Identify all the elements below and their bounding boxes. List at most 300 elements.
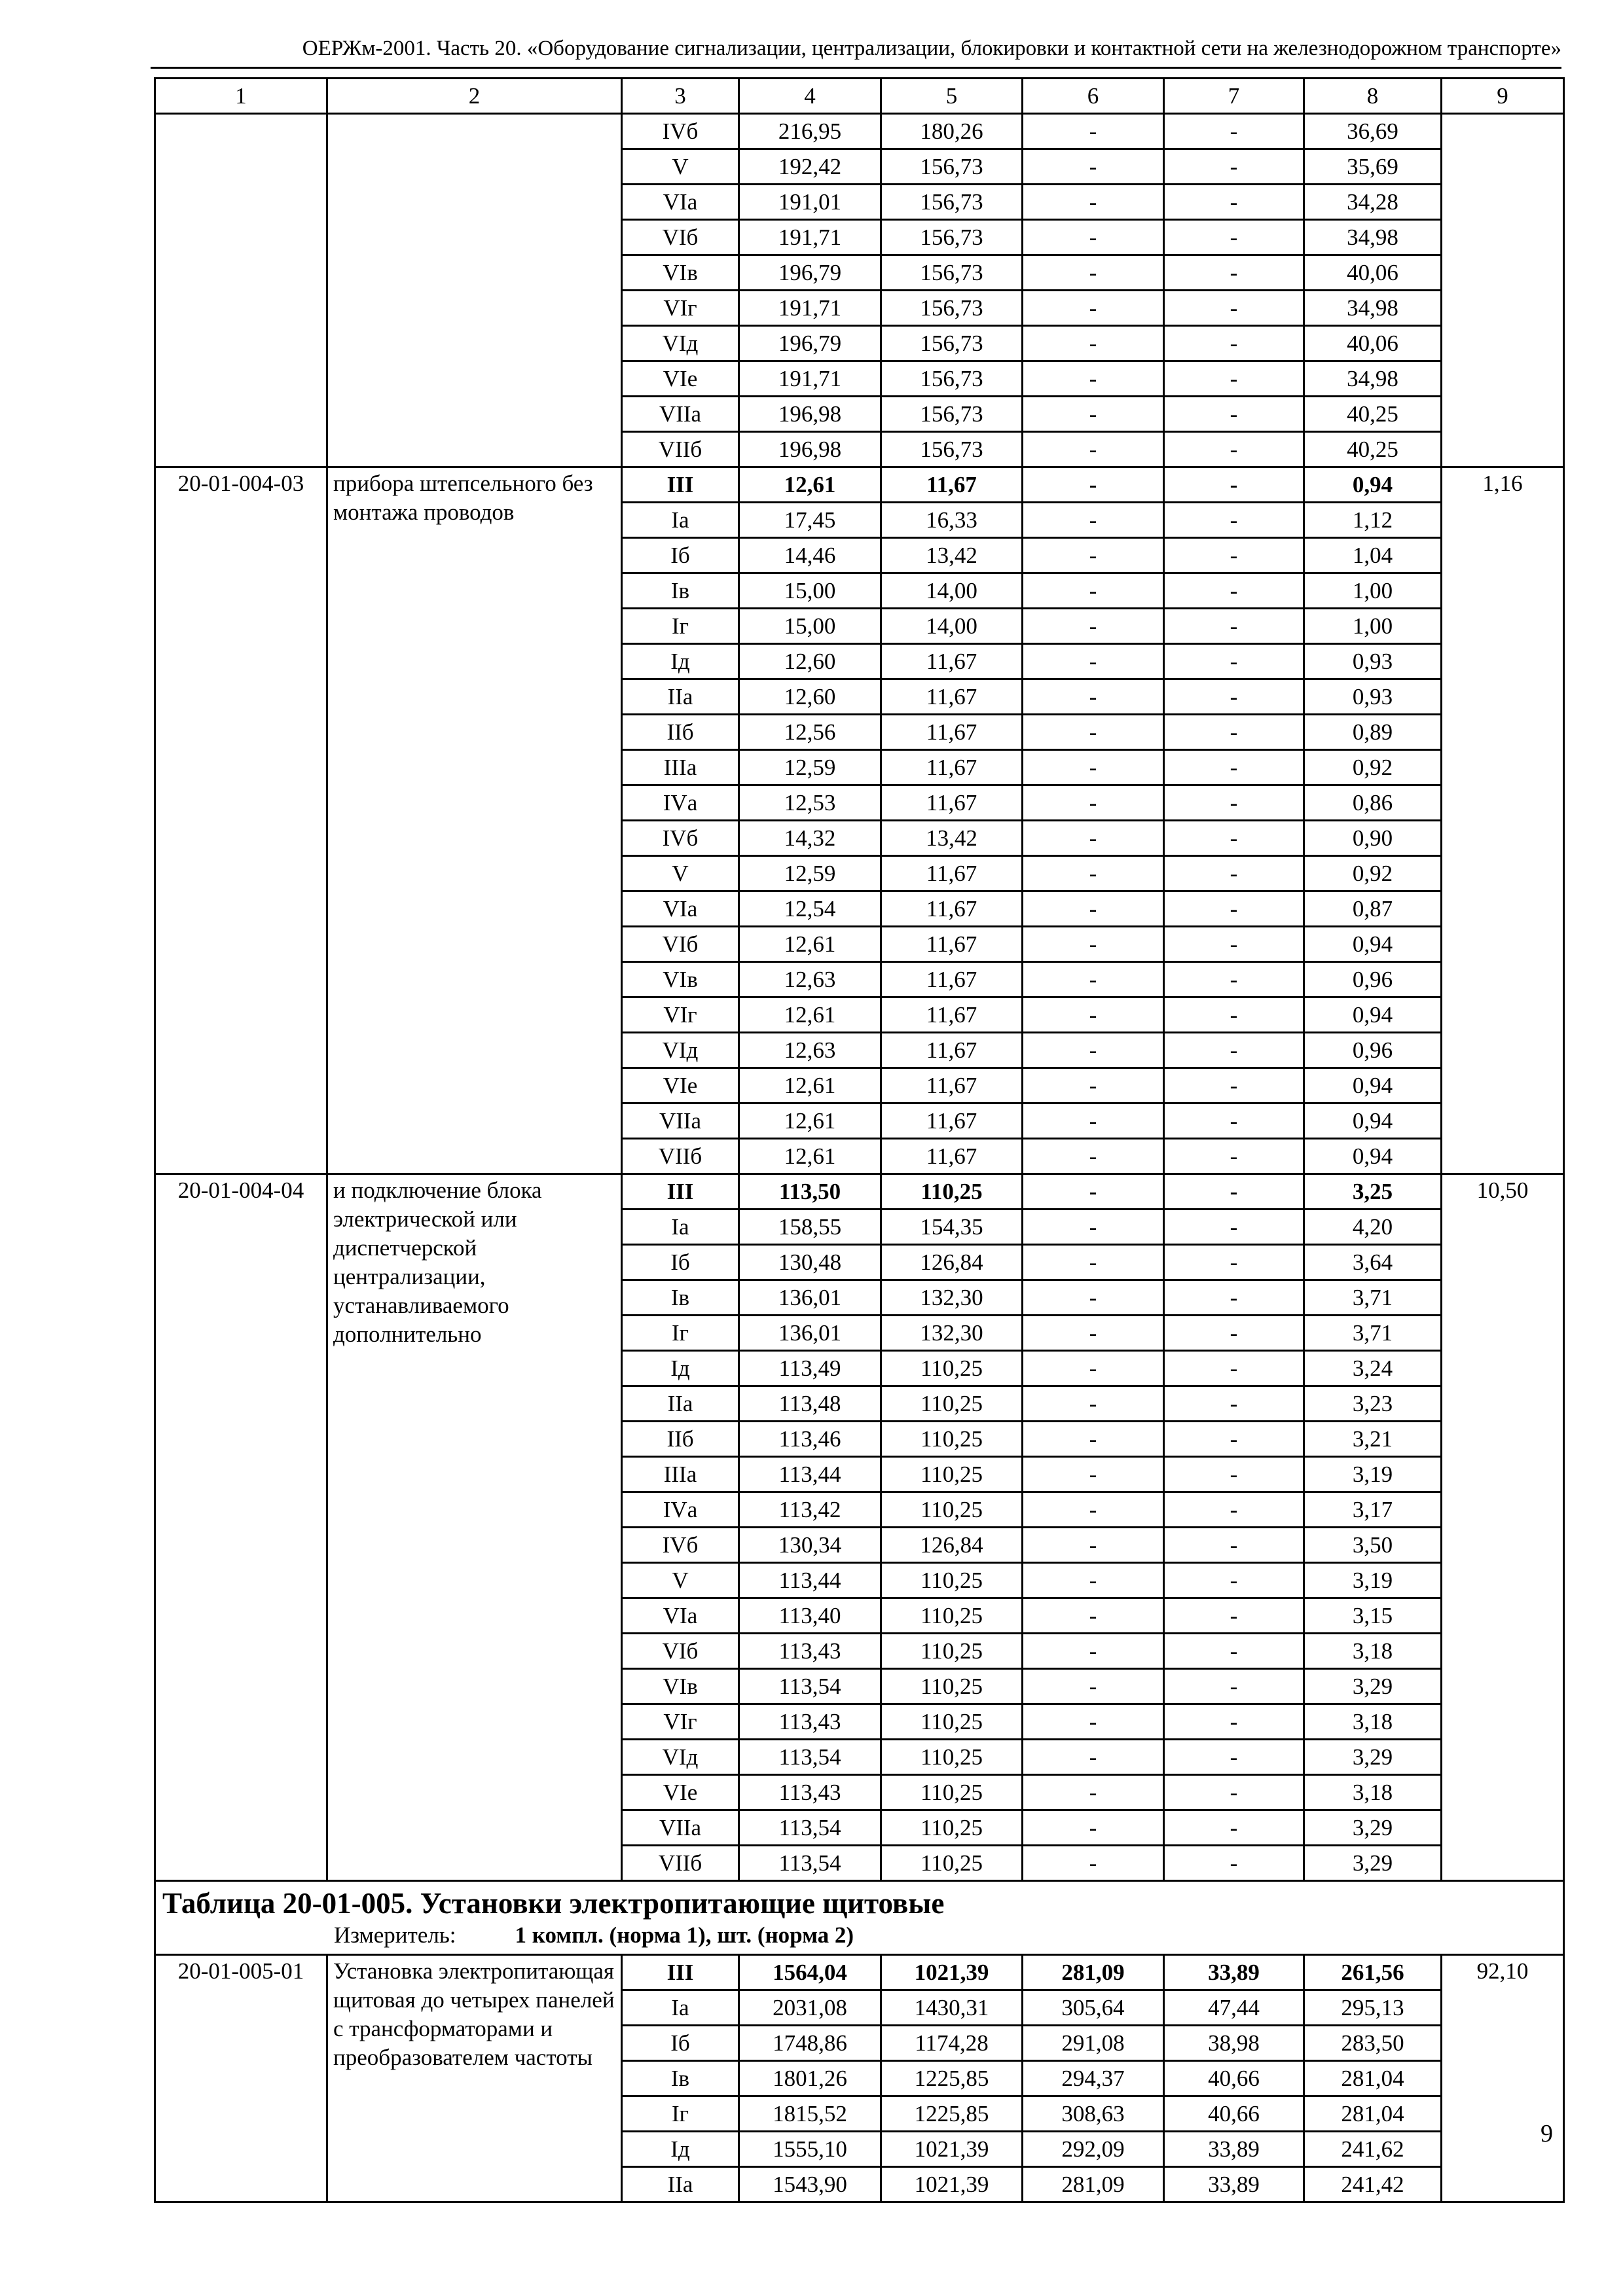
machines-cell: - — [1023, 609, 1164, 644]
machines-cell: - — [1023, 397, 1164, 432]
machines-cell: - — [1023, 1103, 1164, 1139]
wages-cell: 132,30 — [881, 1280, 1023, 1316]
machines-cell: - — [1023, 255, 1164, 291]
machines-cell: - — [1023, 1280, 1164, 1316]
condition-cell: Iд — [622, 2132, 739, 2167]
machines-cell: - — [1023, 1528, 1164, 1563]
wages-cell: 110,25 — [881, 1598, 1023, 1634]
operators-wages-cell: - — [1164, 255, 1304, 291]
condition-cell: VIб — [622, 220, 739, 255]
wages-cell: 126,84 — [881, 1245, 1023, 1280]
wages-cell: 11,67 — [881, 856, 1023, 891]
machines-cell: - — [1023, 1422, 1164, 1457]
materials-cell: 40,06 — [1304, 326, 1442, 361]
operators-wages-cell: - — [1164, 1846, 1304, 1881]
wages-cell: 11,67 — [881, 1068, 1023, 1103]
operators-wages-cell: 47,44 — [1164, 1990, 1304, 2026]
operators-wages-cell: 38,98 — [1164, 2026, 1304, 2061]
wages-cell: 156,73 — [881, 220, 1023, 255]
wages-cell: 1225,85 — [881, 2061, 1023, 2096]
materials-cell: 261,56 — [1304, 1955, 1442, 1990]
machines-cell: - — [1023, 891, 1164, 927]
operators-wages-cell: - — [1164, 326, 1304, 361]
operators-wages-cell: - — [1164, 1704, 1304, 1740]
column-number: 7 — [1164, 79, 1304, 114]
total-cost-cell: 158,55 — [739, 1210, 881, 1245]
condition-cell: IVб — [622, 114, 739, 149]
materials-cell: 3,29 — [1304, 1669, 1442, 1704]
machines-cell: - — [1023, 573, 1164, 609]
total-cost-cell: 196,79 — [739, 326, 881, 361]
condition-cell: VIIа — [622, 1810, 739, 1846]
machines-cell: 292,09 — [1023, 2132, 1164, 2167]
condition-cell: Iб — [622, 538, 739, 573]
operators-wages-cell: - — [1164, 821, 1304, 856]
rate-code-cell: 20-01-004-03 — [155, 467, 327, 1174]
materials-cell: 0,94 — [1304, 1103, 1442, 1139]
operators-wages-cell: - — [1164, 609, 1304, 644]
materials-cell: 40,06 — [1304, 255, 1442, 291]
total-cost-cell: 12,61 — [739, 1103, 881, 1139]
operators-wages-cell: - — [1164, 785, 1304, 821]
machines-cell: - — [1023, 1457, 1164, 1492]
total-cost-cell: 113,49 — [739, 1351, 881, 1386]
machines-cell: - — [1023, 1139, 1164, 1174]
machines-cell: - — [1023, 1563, 1164, 1598]
condition-cell: IVб — [622, 1528, 739, 1563]
machines-cell: - — [1023, 750, 1164, 785]
materials-cell: 3,17 — [1304, 1492, 1442, 1528]
total-cost-cell: 191,01 — [739, 185, 881, 220]
operators-wages-cell: - — [1164, 1740, 1304, 1775]
operators-wages-cell: - — [1164, 467, 1304, 503]
materials-cell: 281,04 — [1304, 2061, 1442, 2096]
machines-cell: - — [1023, 927, 1164, 962]
operators-wages-cell: - — [1164, 1563, 1304, 1598]
rate-name-cell — [327, 114, 622, 467]
measure-label: Измеритель: — [334, 1922, 456, 1948]
machines-cell: - — [1023, 1810, 1164, 1846]
materials-cell: 0,96 — [1304, 1033, 1442, 1068]
total-cost-cell: 12,61 — [739, 997, 881, 1033]
column-number: 8 — [1304, 79, 1442, 114]
machines-cell: - — [1023, 821, 1164, 856]
total-cost-cell: 113,43 — [739, 1634, 881, 1669]
total-cost-cell: 113,44 — [739, 1457, 881, 1492]
machines-cell: - — [1023, 1068, 1164, 1103]
condition-cell: IVб — [622, 821, 739, 856]
wages-cell: 110,25 — [881, 1775, 1023, 1810]
wages-cell: 1021,39 — [881, 2167, 1023, 2202]
operators-wages-cell: - — [1164, 679, 1304, 715]
wages-cell: 1021,39 — [881, 2132, 1023, 2167]
column-number: 4 — [739, 79, 881, 114]
total-cost-cell: 12,63 — [739, 962, 881, 997]
table-title-row — [155, 1881, 1564, 1922]
wages-cell: 156,73 — [881, 291, 1023, 326]
condition-cell: VIе — [622, 1068, 739, 1103]
wages-cell: 156,73 — [881, 149, 1023, 185]
materials-cell: 40,25 — [1304, 432, 1442, 467]
rate-code-cell: 20-01-005-01 — [155, 1955, 327, 2202]
wages-cell: 11,67 — [881, 1139, 1023, 1174]
table-row — [155, 1174, 1564, 1210]
operators-wages-cell: 33,89 — [1164, 2167, 1304, 2202]
machines-cell: - — [1023, 715, 1164, 750]
operators-wages-cell: - — [1164, 1033, 1304, 1068]
condition-cell: VIIб — [622, 1846, 739, 1881]
condition-cell: VIв — [622, 255, 739, 291]
operators-wages-cell: - — [1164, 503, 1304, 538]
rate-name-cell: Установка электропитающая щитовая до четырех панелей с трансформаторами и преобразователем частоты — [327, 1955, 622, 2202]
operators-wages-cell: - — [1164, 1245, 1304, 1280]
operators-wages-cell: - — [1164, 361, 1304, 397]
total-cost-cell: 12,53 — [739, 785, 881, 821]
condition-cell: Iб — [622, 2026, 739, 2061]
total-cost-cell: 130,48 — [739, 1245, 881, 1280]
condition-cell: VIд — [622, 1033, 739, 1068]
materials-cell: 0,90 — [1304, 821, 1442, 856]
total-cost-cell: 196,98 — [739, 397, 881, 432]
wages-cell: 11,67 — [881, 467, 1023, 503]
total-cost-cell: 1543,90 — [739, 2167, 881, 2202]
wages-cell: 156,73 — [881, 185, 1023, 220]
operators-wages-cell: - — [1164, 962, 1304, 997]
operators-wages-cell: - — [1164, 573, 1304, 609]
machines-cell: - — [1023, 997, 1164, 1033]
operators-wages-cell: - — [1164, 1634, 1304, 1669]
machines-cell: - — [1023, 1492, 1164, 1528]
materials-cell: 295,13 — [1304, 1990, 1442, 2026]
table-title: Таблица 20-01-005. Установки электропитающие щитовые — [155, 1881, 1564, 1922]
machines-cell: - — [1023, 1846, 1164, 1881]
materials-cell: 3,71 — [1304, 1316, 1442, 1351]
materials-cell: 0,92 — [1304, 750, 1442, 785]
wages-cell: 1174,28 — [881, 2026, 1023, 2061]
total-cost-cell: 12,61 — [739, 1139, 881, 1174]
wages-cell: 110,25 — [881, 1351, 1023, 1386]
total-cost-cell: 113,54 — [739, 1669, 881, 1704]
wages-cell: 14,00 — [881, 573, 1023, 609]
labor-cost-cell — [1442, 114, 1564, 467]
machines-cell: - — [1023, 856, 1164, 891]
operators-wages-cell: - — [1164, 1068, 1304, 1103]
measure-cell — [155, 1921, 1564, 1955]
condition-cell: VIе — [622, 1775, 739, 1810]
rate-code-cell: 20-01-004-04 — [155, 1174, 327, 1881]
total-cost-cell: 1801,26 — [739, 2061, 881, 2096]
condition-cell: Iд — [622, 1351, 739, 1386]
condition-cell: Iв — [622, 1280, 739, 1316]
table-row — [155, 1955, 1564, 1990]
total-cost-cell: 113,48 — [739, 1386, 881, 1422]
running-header: ОЕРЖм-2001. Часть 20. «Оборудование сигнализации, централизации, блокировки и контактной сети на железнодорожном транспорте» — [151, 30, 1561, 69]
condition-cell: IIа — [622, 1386, 739, 1422]
operators-wages-cell: - — [1164, 114, 1304, 149]
wages-cell: 132,30 — [881, 1316, 1023, 1351]
materials-cell: 3,19 — [1304, 1563, 1442, 1598]
machines-cell: 294,37 — [1023, 2061, 1164, 2096]
condition-cell: IIа — [622, 679, 739, 715]
total-cost-cell: 12,60 — [739, 679, 881, 715]
total-cost-cell: 136,01 — [739, 1316, 881, 1351]
column-number-row — [155, 79, 1564, 114]
materials-cell: 0,92 — [1304, 856, 1442, 891]
materials-cell: 1,12 — [1304, 503, 1442, 538]
rate-code-cell — [155, 114, 327, 467]
total-cost-cell: 113,54 — [739, 1740, 881, 1775]
total-cost-cell: 12,56 — [739, 715, 881, 750]
wages-cell: 1225,85 — [881, 2096, 1023, 2132]
wages-cell: 11,67 — [881, 927, 1023, 962]
condition-cell: VIIб — [622, 1139, 739, 1174]
total-cost-cell: 15,00 — [739, 609, 881, 644]
total-cost-cell: 196,98 — [739, 432, 881, 467]
condition-cell: VIа — [622, 1598, 739, 1634]
machines-cell: - — [1023, 1598, 1164, 1634]
operators-wages-cell: - — [1164, 891, 1304, 927]
materials-cell: 1,00 — [1304, 609, 1442, 644]
wages-cell: 154,35 — [881, 1210, 1023, 1245]
materials-cell: 0,94 — [1304, 927, 1442, 962]
total-cost-cell: 12,59 — [739, 856, 881, 891]
wages-cell: 110,25 — [881, 1634, 1023, 1669]
materials-cell: 241,42 — [1304, 2167, 1442, 2202]
materials-cell: 283,50 — [1304, 2026, 1442, 2061]
table-row — [155, 467, 1564, 503]
operators-wages-cell: - — [1164, 1810, 1304, 1846]
table-body — [155, 79, 1564, 2202]
total-cost-cell: 113,54 — [739, 1810, 881, 1846]
condition-cell: VIг — [622, 997, 739, 1033]
machines-cell: - — [1023, 785, 1164, 821]
machines-cell: - — [1023, 467, 1164, 503]
operators-wages-cell: - — [1164, 1351, 1304, 1386]
condition-cell: Iв — [622, 573, 739, 609]
materials-cell: 0,94 — [1304, 467, 1442, 503]
condition-cell: Iв — [622, 2061, 739, 2096]
condition-cell: IVа — [622, 1492, 739, 1528]
wages-cell: 110,25 — [881, 1669, 1023, 1704]
total-cost-cell: 1564,04 — [739, 1955, 881, 1990]
wages-cell: 11,67 — [881, 679, 1023, 715]
condition-cell: VIб — [622, 927, 739, 962]
total-cost-cell: 113,42 — [739, 1492, 881, 1528]
wages-cell: 11,67 — [881, 785, 1023, 821]
wages-cell: 126,84 — [881, 1528, 1023, 1563]
operators-wages-cell: - — [1164, 997, 1304, 1033]
materials-cell: 3,21 — [1304, 1422, 1442, 1457]
total-cost-cell: 191,71 — [739, 291, 881, 326]
machines-cell: 291,08 — [1023, 2026, 1164, 2061]
condition-cell: IIб — [622, 1422, 739, 1457]
total-cost-cell: 12,61 — [739, 927, 881, 962]
materials-cell: 0,93 — [1304, 644, 1442, 679]
materials-cell: 3,18 — [1304, 1704, 1442, 1740]
materials-cell: 1,00 — [1304, 573, 1442, 609]
wages-cell: 156,73 — [881, 432, 1023, 467]
materials-cell: 3,23 — [1304, 1386, 1442, 1422]
condition-cell: IIа — [622, 2167, 739, 2202]
machines-cell: - — [1023, 149, 1164, 185]
materials-cell: 3,24 — [1304, 1351, 1442, 1386]
wages-cell: 110,25 — [881, 1492, 1023, 1528]
total-cost-cell: 17,45 — [739, 503, 881, 538]
wages-cell: 110,25 — [881, 1740, 1023, 1775]
total-cost-cell: 113,46 — [739, 1422, 881, 1457]
operators-wages-cell: - — [1164, 1139, 1304, 1174]
materials-cell: 35,69 — [1304, 149, 1442, 185]
wages-cell: 1430,31 — [881, 1990, 1023, 2026]
machines-cell: - — [1023, 361, 1164, 397]
condition-cell: Iг — [622, 1316, 739, 1351]
operators-wages-cell: - — [1164, 1316, 1304, 1351]
operators-wages-cell: - — [1164, 1492, 1304, 1528]
wages-cell: 13,42 — [881, 821, 1023, 856]
machines-cell: 305,64 — [1023, 1990, 1164, 2026]
materials-cell: 0,94 — [1304, 1068, 1442, 1103]
condition-cell: Iб — [622, 1245, 739, 1280]
materials-cell: 1,04 — [1304, 538, 1442, 573]
column-number: 2 — [327, 79, 622, 114]
materials-cell: 3,18 — [1304, 1775, 1442, 1810]
wages-cell: 110,25 — [881, 1810, 1023, 1846]
condition-cell: Iг — [622, 609, 739, 644]
materials-cell: 36,69 — [1304, 114, 1442, 149]
operators-wages-cell: - — [1164, 644, 1304, 679]
materials-cell: 241,62 — [1304, 2132, 1442, 2167]
operators-wages-cell: - — [1164, 397, 1304, 432]
machines-cell: - — [1023, 1210, 1164, 1245]
total-cost-cell: 191,71 — [739, 361, 881, 397]
wages-cell: 11,67 — [881, 962, 1023, 997]
measure-value: 1 компл. (норма 1), шт. (норма 2) — [515, 1922, 854, 1948]
condition-cell: V — [622, 856, 739, 891]
materials-cell: 3,29 — [1304, 1740, 1442, 1775]
condition-cell: Iд — [622, 644, 739, 679]
condition-cell: IVа — [622, 785, 739, 821]
wages-cell: 110,25 — [881, 1704, 1023, 1740]
machines-cell: - — [1023, 503, 1164, 538]
wages-cell: 16,33 — [881, 503, 1023, 538]
column-number: 6 — [1023, 79, 1164, 114]
condition-cell: V — [622, 149, 739, 185]
materials-cell: 3,19 — [1304, 1457, 1442, 1492]
total-cost-cell: 12,63 — [739, 1033, 881, 1068]
operators-wages-cell: - — [1164, 1103, 1304, 1139]
wages-cell: 11,67 — [881, 997, 1023, 1033]
operators-wages-cell: - — [1164, 432, 1304, 467]
condition-cell: Iа — [622, 503, 739, 538]
condition-cell: VIв — [622, 962, 739, 997]
operators-wages-cell: - — [1164, 856, 1304, 891]
total-cost-cell: 113,43 — [739, 1704, 881, 1740]
machines-cell: - — [1023, 1033, 1164, 1068]
condition-cell: VIа — [622, 891, 739, 927]
operators-wages-cell: - — [1164, 750, 1304, 785]
wages-cell: 110,25 — [881, 1457, 1023, 1492]
wages-cell: 180,26 — [881, 114, 1023, 149]
total-cost-cell: 15,00 — [739, 573, 881, 609]
materials-cell: 0,94 — [1304, 1139, 1442, 1174]
wages-cell: 11,67 — [881, 891, 1023, 927]
materials-cell: 34,98 — [1304, 220, 1442, 255]
materials-cell: 40,25 — [1304, 397, 1442, 432]
total-cost-cell: 196,79 — [739, 255, 881, 291]
materials-cell: 3,25 — [1304, 1174, 1442, 1210]
condition-cell: VIIа — [622, 1103, 739, 1139]
operators-wages-cell: 33,89 — [1164, 2132, 1304, 2167]
column-number: 3 — [622, 79, 739, 114]
wages-cell: 110,25 — [881, 1846, 1023, 1881]
machines-cell: - — [1023, 1386, 1164, 1422]
materials-cell: 3,18 — [1304, 1634, 1442, 1669]
condition-cell: VIб — [622, 1634, 739, 1669]
condition-cell: IIб — [622, 715, 739, 750]
machines-cell: - — [1023, 679, 1164, 715]
machines-cell: - — [1023, 1634, 1164, 1669]
rate-name-cell: и подключение блока электрической или диспетчерской централизации, устанавливаемого дополнительно — [327, 1174, 622, 1881]
column-number: 5 — [881, 79, 1023, 114]
machines-cell: - — [1023, 1316, 1164, 1351]
operators-wages-cell: - — [1164, 1669, 1304, 1704]
total-cost-cell: 12,61 — [739, 467, 881, 503]
machines-cell: - — [1023, 326, 1164, 361]
condition-cell: Iг — [622, 2096, 739, 2132]
condition-cell: Iа — [622, 1990, 739, 2026]
operators-wages-cell: - — [1164, 220, 1304, 255]
wages-cell: 110,25 — [881, 1174, 1023, 1210]
total-cost-cell: 216,95 — [739, 114, 881, 149]
total-cost-cell: 14,46 — [739, 538, 881, 573]
total-cost-cell: 113,40 — [739, 1598, 881, 1634]
total-cost-cell: 113,50 — [739, 1174, 881, 1210]
wages-cell: 11,67 — [881, 750, 1023, 785]
condition-cell: IIIа — [622, 750, 739, 785]
operators-wages-cell: - — [1164, 715, 1304, 750]
measure-row — [155, 1921, 1564, 1955]
operators-wages-cell: 33,89 — [1164, 1955, 1304, 1990]
operators-wages-cell: - — [1164, 1174, 1304, 1210]
materials-cell: 34,98 — [1304, 361, 1442, 397]
operators-wages-cell: - — [1164, 1457, 1304, 1492]
materials-cell: 3,29 — [1304, 1846, 1442, 1881]
materials-cell: 3,71 — [1304, 1280, 1442, 1316]
materials-cell: 0,87 — [1304, 891, 1442, 927]
column-number: 1 — [155, 79, 327, 114]
condition-cell: III — [622, 1174, 739, 1210]
condition-cell: V — [622, 1563, 739, 1598]
machines-cell: - — [1023, 220, 1164, 255]
operators-wages-cell: - — [1164, 149, 1304, 185]
operators-wages-cell: - — [1164, 1386, 1304, 1422]
machines-cell: - — [1023, 1669, 1164, 1704]
machines-cell: 281,09 — [1023, 1955, 1164, 1990]
column-number: 9 — [1442, 79, 1564, 114]
total-cost-cell: 12,61 — [739, 1068, 881, 1103]
machines-cell: - — [1023, 185, 1164, 220]
condition-cell: VIг — [622, 291, 739, 326]
total-cost-cell: 1815,52 — [739, 2096, 881, 2132]
materials-cell: 3,64 — [1304, 1245, 1442, 1280]
materials-cell: 0,89 — [1304, 715, 1442, 750]
wages-cell: 110,25 — [881, 1563, 1023, 1598]
materials-cell: 3,15 — [1304, 1598, 1442, 1634]
operators-wages-cell: 40,66 — [1164, 2061, 1304, 2096]
condition-cell: III — [622, 1955, 739, 1990]
wages-cell: 1021,39 — [881, 1955, 1023, 1990]
total-cost-cell: 1748,86 — [739, 2026, 881, 2061]
